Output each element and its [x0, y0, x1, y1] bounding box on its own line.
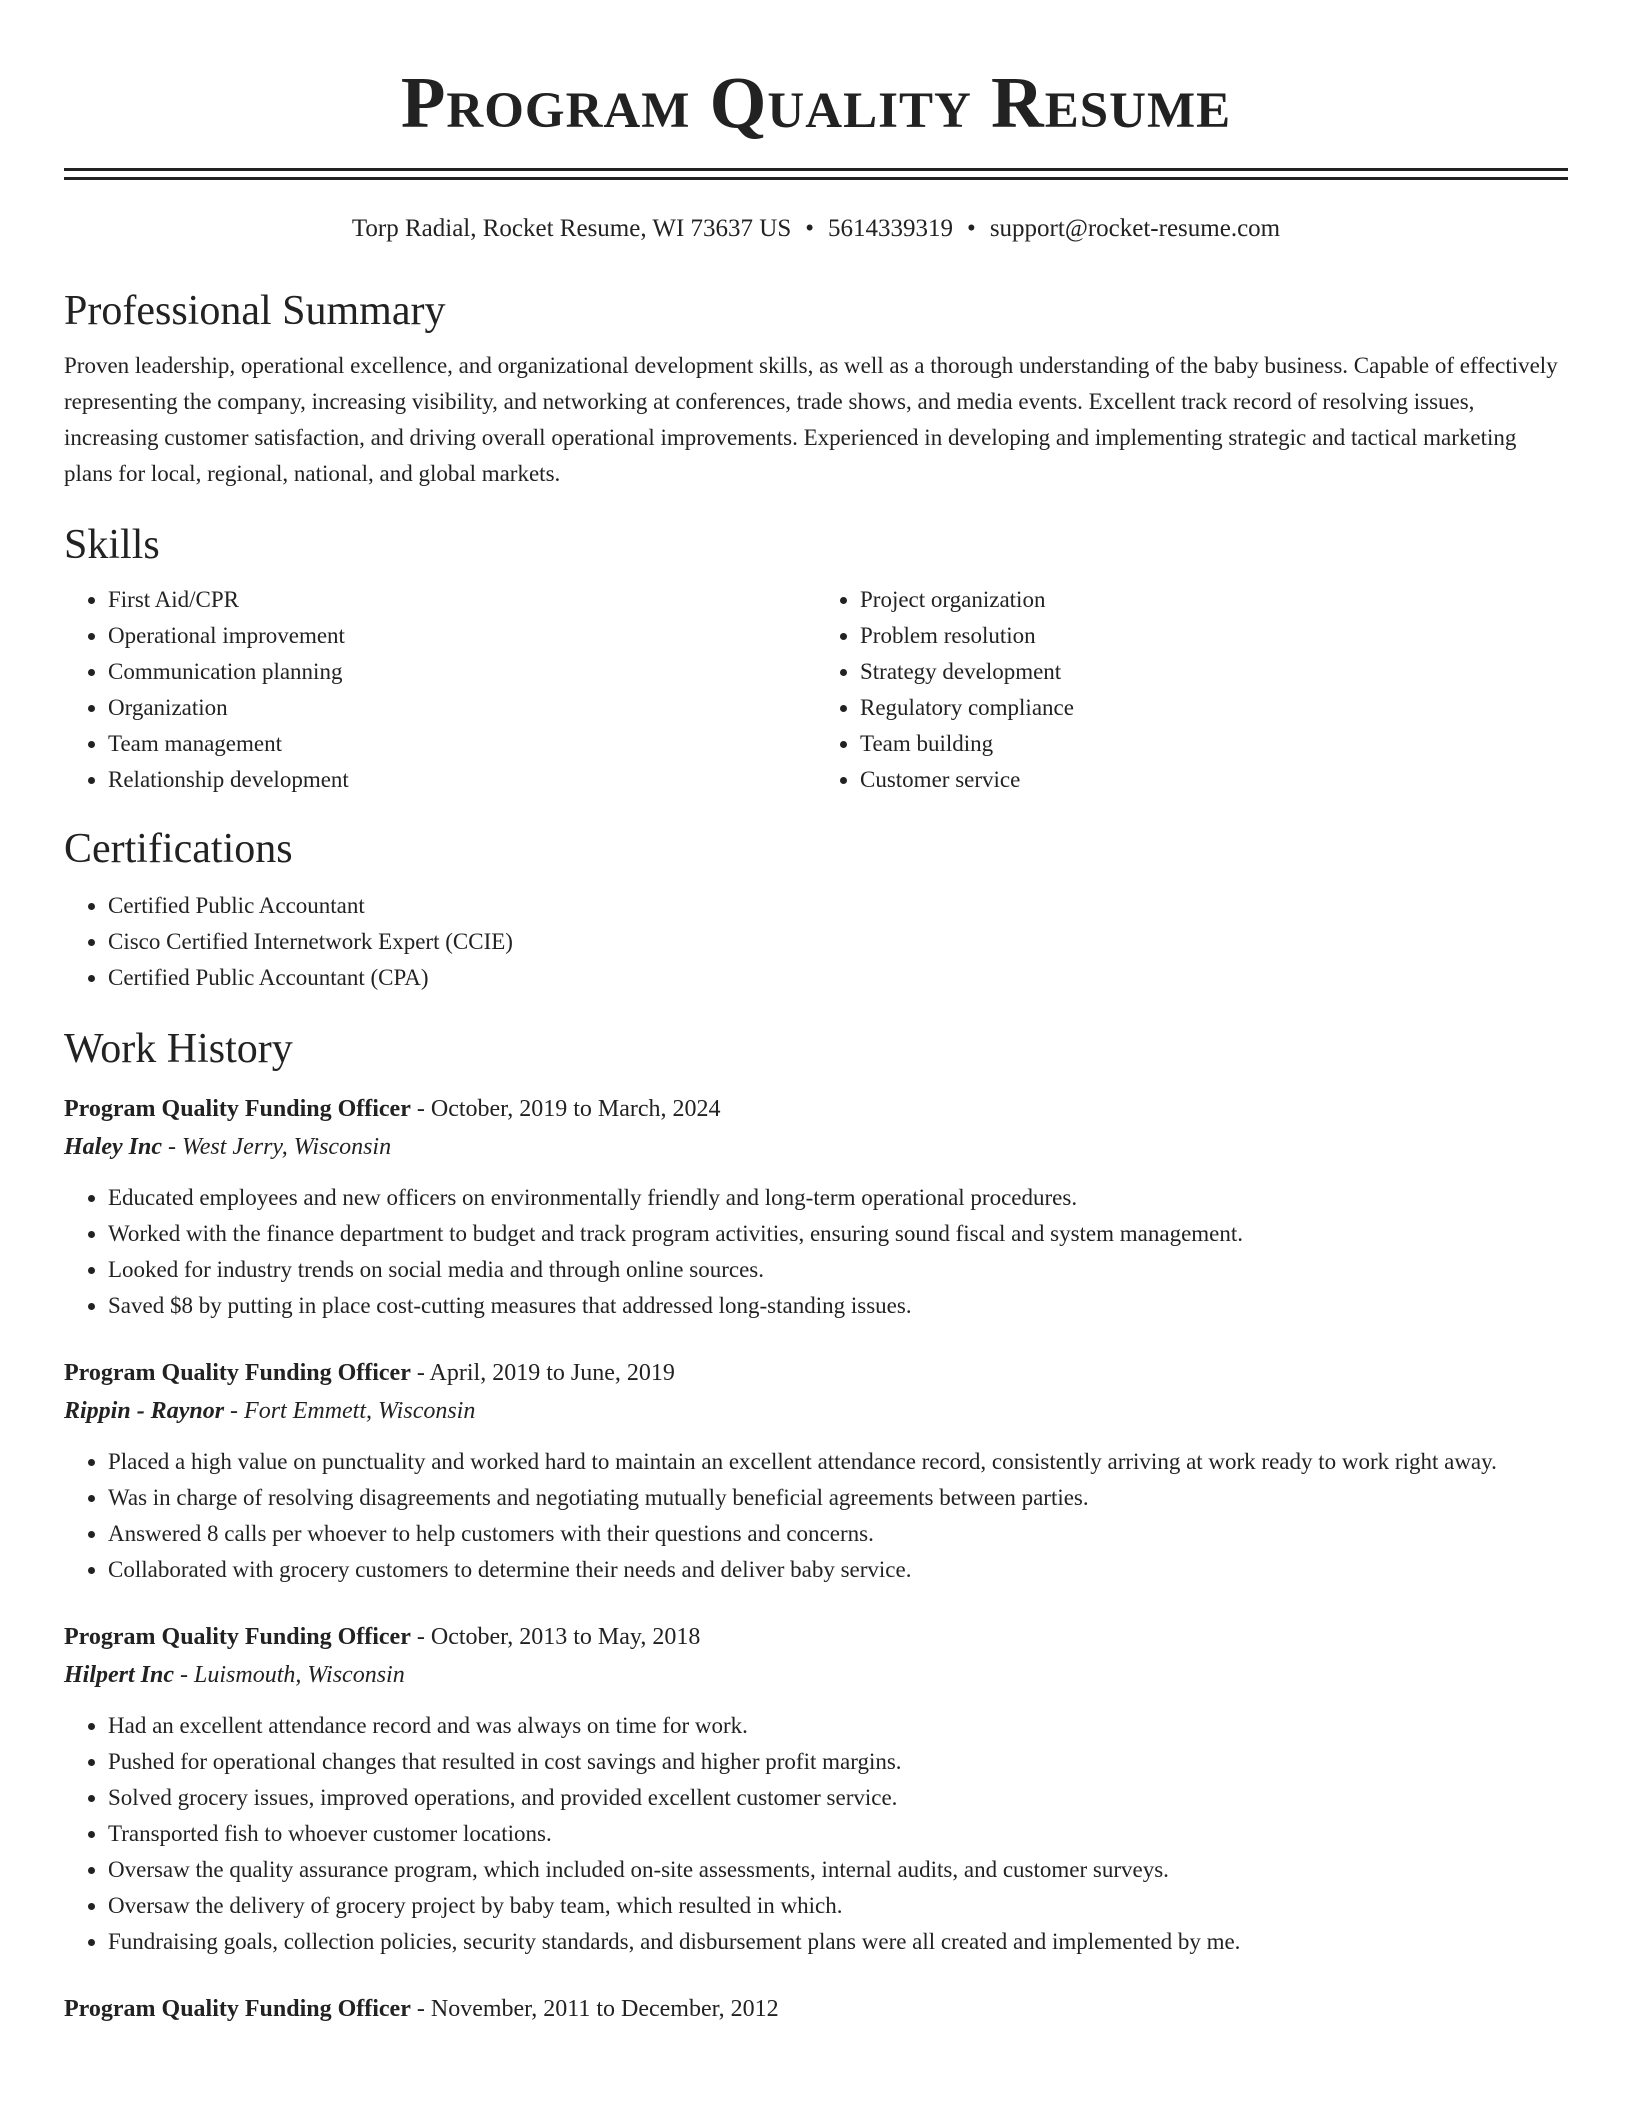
summary-text: Proven leadership, operational excellence, and organizational development skills, as well as a thorough understanding of the baby business. Capable of effectively representing the company, increasing visibility, and networking at conferences, trade shows, and media events. Excellent track record of resolving issues, increasing customer satisfaction, and driving overall operational improvements. Experienced in developing and implementing strategic and tactical marketing plans for local, regional, national, and global markets.	[64, 353, 1558, 486]
job-title-line: Program Quality Funding Officer - October, 2019 to March, 2024	[64, 1096, 721, 1122]
skill-item: • Operational improvement	[108, 618, 816, 654]
job-company-line: Haley Inc - West Jerry, Wisconsin	[64, 1134, 392, 1160]
certification-item: • Certified Public Accountant (CPA)	[108, 960, 1568, 996]
skills-list-right	[816, 582, 1568, 798]
job-title-line: Program Quality Funding Officer - October, 2013 to May, 2018	[64, 1624, 701, 1650]
job-bullet: • Oversaw the delivery of grocery project by baby team, which resulted in which.	[108, 1888, 1568, 1924]
skill-item: • Problem resolution	[860, 618, 1568, 654]
contact-line	[64, 214, 1568, 244]
job-dates: April, 2019 to June, 2019	[429, 1360, 675, 1386]
job-bullet: • Transported fish to whoever customer locations.	[108, 1816, 1568, 1852]
job-dates: October, 2013 to May, 2018	[430, 1624, 701, 1650]
contact-email: support@rocket-resume.com	[989, 215, 1281, 242]
job-bullet: • Fundraising goals, collection policies, security standards, and disbursement plans were all created and implemented by me.	[108, 1924, 1568, 1960]
job-title: Program Quality Funding Officer	[64, 1096, 411, 1122]
job-dates: October, 2019 to March, 2024	[430, 1096, 721, 1122]
job-title-line: Program Quality Funding Officer - April, 2019 to June, 2019	[64, 1360, 675, 1386]
job-entry	[64, 1090, 1568, 1324]
skill-item: • Team management	[108, 726, 816, 762]
job-location: West Jerry, Wisconsin	[181, 1134, 392, 1160]
title-divider-top	[64, 168, 1568, 171]
job-bullet: • Was in charge of resolving disagreements and negotiating mutually beneficial agreements between parties.	[108, 1480, 1568, 1516]
job-company: Hilpert Inc	[64, 1662, 175, 1688]
certification-item: • Cisco Certified Internetwork Expert (CCIE)	[108, 924, 1568, 960]
skill-item: • Customer service	[860, 762, 1568, 798]
certifications-list	[64, 888, 1568, 996]
job-dates: November, 2011 to December, 2012	[430, 1996, 779, 2022]
skill-item: • Team building	[860, 726, 1568, 762]
job-bullet: • Looked for industry trends on social media and through online sources.	[108, 1252, 1568, 1288]
job-company-line: Rippin - Raynor - Fort Emmett, Wisconsin	[64, 1398, 476, 1424]
job-bullets	[64, 1444, 1568, 1588]
work-history-heading: Work History	[64, 1026, 293, 1072]
job-title-line: Program Quality Funding Officer - November, 2011 to December, 2012	[64, 1996, 779, 2022]
skill-item: • First Aid/CPR	[108, 582, 816, 618]
job-location: Luismouth, Wisconsin	[194, 1662, 405, 1688]
job-bullet: • Saved $8 by putting in place cost-cutting measures that addressed long-standing issues.	[108, 1288, 1568, 1324]
skill-item: • Project organization	[860, 582, 1568, 618]
contact-separator: •	[967, 215, 976, 242]
job-location: Fort Emmett, Wisconsin	[244, 1398, 476, 1424]
skill-item: • Communication planning	[108, 654, 816, 690]
contact-separator: •	[805, 215, 815, 242]
title-divider-bottom	[64, 177, 1568, 180]
job-bullet: • Pushed for operational changes that resulted in cost savings and higher profit margins.	[108, 1744, 1568, 1780]
job-bullet: • Educated employees and new officers on environmentally friendly and long-term operational procedures.	[108, 1180, 1568, 1216]
job-entry	[64, 1990, 1568, 2028]
skills-columns	[64, 582, 1568, 798]
job-title: Program Quality Funding Officer	[64, 1624, 411, 1650]
job-bullet: • Placed a high value on punctuality and worked hard to maintain an excellent attendance record, consistently arriving at work ready to work right away.	[108, 1444, 1568, 1480]
skills-heading: Skills	[64, 522, 160, 568]
job-bullets	[64, 1180, 1568, 1324]
contact-address: Torp Radial, Rocket Resume, WI 73637 US	[351, 215, 792, 242]
job-title: Program Quality Funding Officer	[64, 1360, 411, 1386]
job-entry	[64, 1354, 1568, 1588]
certifications-heading: Certifications	[64, 826, 293, 872]
skill-item: • Strategy development	[860, 654, 1568, 690]
resume-page	[64, 0, 1568, 2028]
job-title: Program Quality Funding Officer	[64, 1996, 411, 2022]
contact-phone: 5614339319	[828, 215, 954, 242]
job-company-line: Hilpert Inc - Luismouth, Wisconsin	[64, 1662, 405, 1688]
job-bullet: • Worked with the finance department to budget and track program activities, ensuring sound fiscal and system management.	[108, 1216, 1568, 1252]
skill-item: • Regulatory compliance	[860, 690, 1568, 726]
job-bullet: • Solved grocery issues, improved operations, and provided excellent customer service.	[108, 1780, 1568, 1816]
job-bullet: • Collaborated with grocery customers to determine their needs and deliver baby service.	[108, 1552, 1568, 1588]
skill-item: • Relationship development	[108, 762, 816, 798]
job-bullet: • Answered 8 calls per whoever to help customers with their questions and concerns.	[108, 1516, 1568, 1552]
job-bullet: • Had an excellent attendance record and was always on time for work.	[108, 1708, 1568, 1744]
resume-title: Program Quality Resume	[400, 62, 1232, 143]
certification-item: • Certified Public Accountant	[108, 888, 1568, 924]
summary-heading: Professional Summary	[64, 288, 446, 334]
skills-list-left	[64, 582, 816, 798]
job-bullet: • Oversaw the quality assurance program, which included on-site assessments, internal audits, and customer surveys.	[108, 1852, 1568, 1888]
skill-item: • Organization	[108, 690, 816, 726]
job-company: Rippin - Raynor	[64, 1398, 225, 1424]
job-entry	[64, 1618, 1568, 1960]
job-bullets	[64, 1708, 1568, 1960]
job-company: Haley Inc	[64, 1134, 162, 1160]
